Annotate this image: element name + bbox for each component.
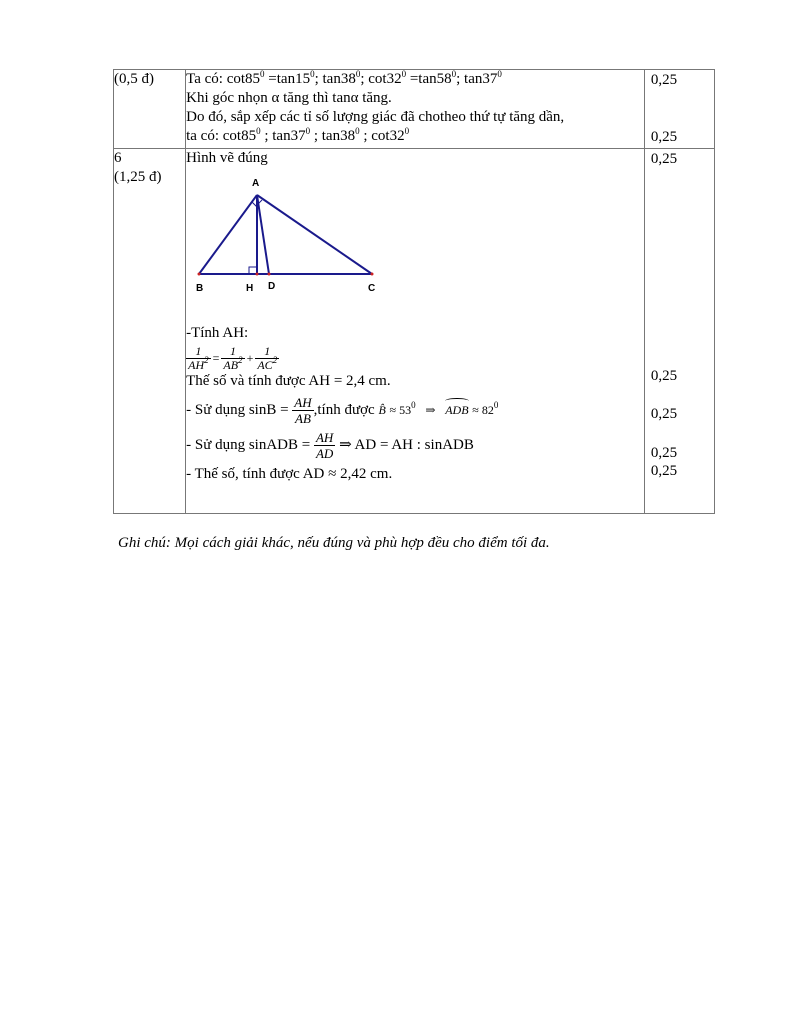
row2-content-cell xyxy=(186,149,645,514)
den-text: AH xyxy=(188,358,205,372)
row1-line3: Do đó, sắp xếp các tỉ số lượng giác đã chotheo thứ tự tăng dần, xyxy=(186,109,565,125)
text: ; tan37 xyxy=(260,128,306,144)
text: =tan15 xyxy=(264,71,311,87)
row1-score-cell xyxy=(644,70,714,149)
fraction-1-ac2 xyxy=(255,345,279,372)
label-d: D xyxy=(268,281,276,292)
row1-line1 xyxy=(186,70,644,89)
text: ; cot32 xyxy=(359,128,405,144)
plus-sign: + xyxy=(246,351,254,365)
degree: 0 xyxy=(411,399,416,410)
score: 0,25 xyxy=(650,406,678,422)
the-so-ad: - Thế số, tính được AD ≈ 2,42 cm. xyxy=(186,466,393,482)
row2-score-cell xyxy=(644,149,714,514)
text: ⇒ AD = AH : sinADB xyxy=(339,436,474,453)
superscript: 0 xyxy=(355,126,360,136)
text: ≈ 82 xyxy=(472,402,494,417)
grading-table xyxy=(113,69,715,514)
text: ; tan38 xyxy=(314,71,356,87)
numerator: 1 xyxy=(229,344,236,358)
denominator xyxy=(221,355,244,372)
score: 0,25 xyxy=(650,129,678,145)
score: 0,25 xyxy=(650,368,678,384)
label-a: A xyxy=(252,178,260,189)
row1-label: (0,5 đ) xyxy=(114,71,154,87)
text: Ta có: cot85 xyxy=(186,71,261,87)
fraction-1-ah2 xyxy=(186,345,211,372)
superscript: 0 xyxy=(404,126,410,136)
text: ; tan38 xyxy=(310,128,356,144)
text: ≈ 53 xyxy=(389,402,412,417)
row2-label-cell xyxy=(114,149,186,514)
numerator: AH xyxy=(294,395,312,410)
sinadb-line xyxy=(186,430,644,461)
sinb-line xyxy=(186,395,644,426)
superscript: 0 xyxy=(310,69,315,79)
denominator: AD xyxy=(315,446,334,461)
text: - Sử dụng sinB = xyxy=(186,401,289,418)
exponent: 2 xyxy=(204,355,209,365)
row1-line4 xyxy=(186,127,644,146)
point-h-marker xyxy=(256,273,259,276)
question-number: 6 xyxy=(114,150,122,166)
text: ta có: cot85 xyxy=(186,128,257,144)
implies-symbol: ⇒ xyxy=(425,402,436,417)
label-h: H xyxy=(246,283,254,294)
numerator: AH xyxy=(315,430,334,445)
row1-line2: Khi góc nhọn α tăng thì tanα tăng. xyxy=(186,90,392,106)
text: ; cot32 xyxy=(360,71,402,87)
segment-ac xyxy=(257,195,372,274)
score: 0,25 xyxy=(650,72,678,88)
table-row xyxy=(114,149,715,514)
question-points: (1,25 đ) xyxy=(114,169,162,185)
superscript: 0 xyxy=(355,69,361,79)
den-text: AB xyxy=(223,358,239,372)
superscript: 0 xyxy=(260,69,265,79)
exponent: 2 xyxy=(272,355,278,365)
score: 0,25 xyxy=(650,463,678,479)
angle-b: B̂ xyxy=(378,402,386,417)
text: - Sử dụng sinADB = xyxy=(186,436,311,453)
numerator: 1 xyxy=(264,344,271,358)
point-d-marker xyxy=(268,273,271,276)
exponent: 2 xyxy=(238,355,243,365)
tinh-ah-heading: -Tính AH: xyxy=(186,325,249,341)
right-angle-mark-h xyxy=(249,267,257,274)
footnote: Ghi chú: Mọi cách giải khác, nếu đúng và phù hợp đều cho điểm tối đa. xyxy=(118,535,550,551)
score-column xyxy=(645,70,714,148)
equals-sign: = xyxy=(212,351,220,365)
segment-ab xyxy=(199,195,257,274)
point-c-marker xyxy=(371,273,374,276)
text: =tan58 xyxy=(406,71,452,87)
point-b-marker xyxy=(198,273,201,276)
den-text: AC xyxy=(257,358,273,372)
segment-ad xyxy=(257,195,269,274)
fraction-1-ab2 xyxy=(221,345,244,372)
score-column xyxy=(645,149,714,513)
angle-adb: ADB xyxy=(445,401,468,420)
label-c: C xyxy=(368,283,376,294)
denominator: AB xyxy=(292,410,313,426)
the-so-ah: Thế số và tính được AH = 2,4 cm. xyxy=(186,373,391,389)
denominator xyxy=(255,355,279,372)
degree: 0 xyxy=(493,399,499,410)
superscript: 0 xyxy=(451,69,457,79)
text: ; tan37 xyxy=(456,71,498,87)
figure-title: Hình vẽ đúng xyxy=(186,150,268,166)
text: ,tính được xyxy=(313,401,375,418)
score: 0,25 xyxy=(650,445,678,461)
numerator: 1 xyxy=(195,344,202,358)
triangle-figure xyxy=(186,170,406,300)
row1-content-cell xyxy=(186,70,645,149)
denominator xyxy=(186,355,211,372)
fraction-ah-ad xyxy=(314,430,335,461)
superscript: 0 xyxy=(256,126,261,136)
superscript: 0 xyxy=(305,126,311,136)
fraction-ah-ab xyxy=(292,395,313,426)
ah-formula xyxy=(186,345,644,372)
table-row xyxy=(114,70,715,149)
label-b: B xyxy=(196,283,204,294)
superscript: 0 xyxy=(401,69,407,79)
superscript: 0 xyxy=(497,69,502,79)
row1-label-cell xyxy=(114,70,186,149)
score: 0,25 xyxy=(650,151,678,167)
